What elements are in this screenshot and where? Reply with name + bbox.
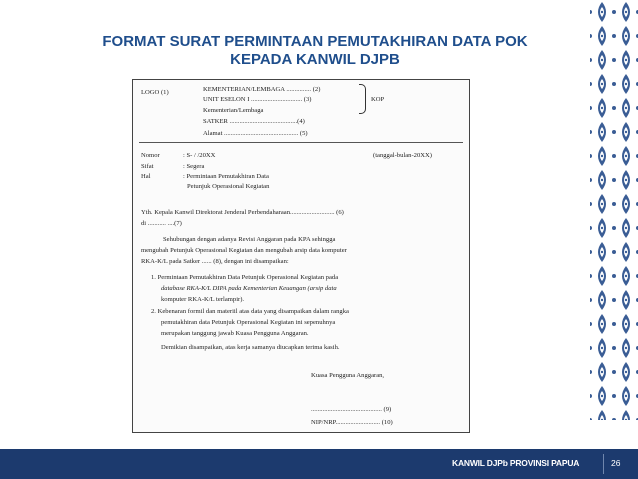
slide-title-line-1: FORMAT SURAT PERMINTAAN PEMUTAKHIRAN DATA POK [102,33,528,50]
hal-label: Hal [141,173,151,180]
slide-title-line-2: KEPADA KANWIL DJPB [230,51,400,68]
signatory-title: Kuasa Pengguna Anggaran, [311,372,385,379]
nomor-label: Nomor [141,152,160,159]
kop-line-4: SATKER .........................................(4) [203,118,305,125]
item-2-line-3: merupakan tanggung jawab Kuasa Pengguna Anggaran. [161,330,309,337]
decorative-pattern [590,0,638,420]
page-number: 26 [611,458,621,468]
kop-line-2: UNIT ESELON I ............................... (3) [203,96,312,103]
sifat-value: : Segera [183,163,205,170]
tanggal-value: (tanggal-bulan-20XX) [373,152,432,159]
hal-value-1: : Permintaan Pemutakhiran Data [183,173,269,180]
item-1-line-3: komputer RKA-K/L terlampir). [161,296,245,303]
sifat-label: Sifat [141,163,154,170]
nomor-value: : S- / /20XX [183,152,216,159]
kop-divider [139,142,463,143]
footer-bar [0,449,638,479]
signatory-nip: NIP/NRP........................... (10) [311,419,393,426]
hal-value-2: Petunjuk Operasional Kegiatan [187,183,270,190]
footer-separator [603,454,604,474]
recipient-line-1: Yth. Kepala Kanwil Direktorat Jenderal Perbendaharaan........................... (6) [141,209,344,216]
paragraph-1-line-2: mengubah Petunjuk Operasional Kegiatan dan mengubah arsip data komputer [141,247,347,254]
item-1-line-2: database RKA-K/L DIPA pada Kementerian Keuangan (arsip data [161,285,337,292]
item-1-line-1: 1. Permintaan Pemutakhiran Data Petunjuk Operasional Kegiatan pada [151,274,339,281]
recipient-line-2: di ........... ....(7) [141,220,182,227]
paragraph-1-line-3: RKA-K/L pada Satker ...... (8), dengan ini disampaikan: [141,258,289,265]
letter-template-image [132,79,470,433]
kop-label: KOP [371,96,385,103]
item-2-line-2: pemutakhiran data Petunjuk Operasional Kegiatan ini sepenuhnya [161,319,336,326]
footer-label: KANWIL DJPb PROVINSI PAPUA [452,458,580,468]
kop-line-1: KEMENTERIAN/LEMBAGA ............... (2) [203,86,321,93]
signatory-name: ........................................... (9) [311,406,392,413]
closing-line: Demikian disampaikan, atas kerja samanya diucapkan terima kasih. [161,344,340,351]
kop-brace [359,84,366,114]
slide-title [60,33,570,69]
logo-label: LOGO (1) [141,89,169,96]
kop-line-3: Kementerian/Lembaga [203,107,264,114]
paragraph-1-line-1: Sehubungan dengan adanya Revisi Anggaran pada KPA sehingga [163,236,336,243]
item-2-line-1: 2. Kebenaran formil dan materiil atas data yang disampaikan dalam rangka [151,308,349,315]
kop-line-5: Alamat ............................................. (5) [203,130,308,137]
